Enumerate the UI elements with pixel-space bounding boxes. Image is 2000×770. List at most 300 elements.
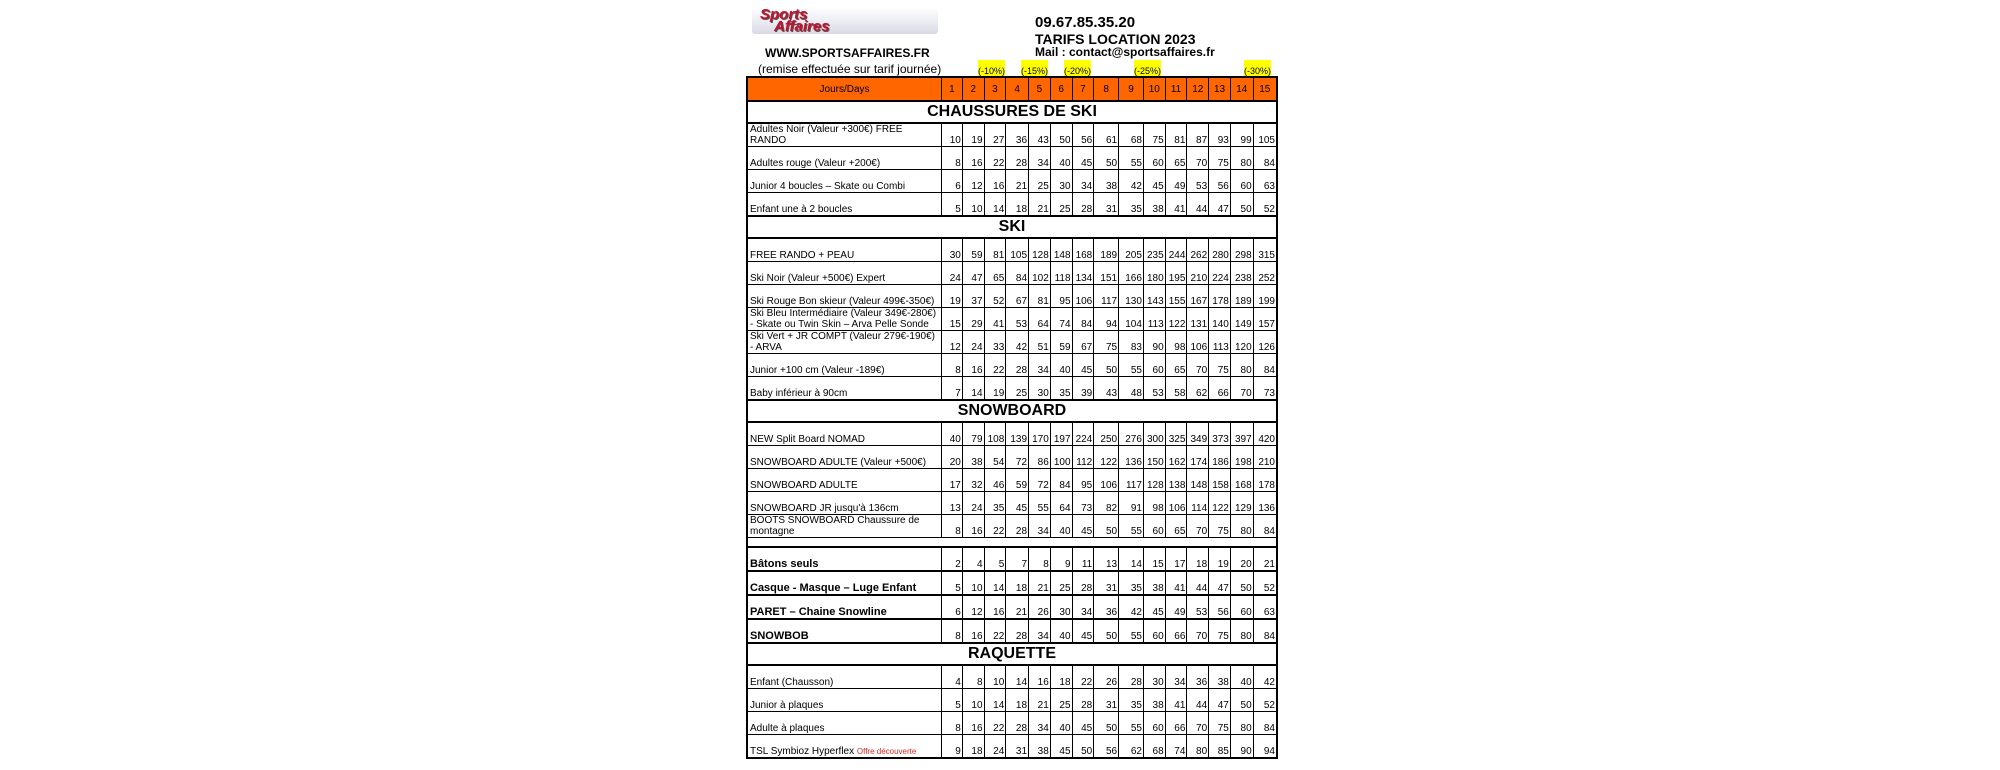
price-cell: 60 — [1143, 712, 1165, 735]
price-cell: 82 — [1094, 492, 1119, 515]
price-cell: 81 — [1029, 285, 1051, 308]
price-cell: 84 — [1253, 147, 1277, 170]
price-cell: 90 — [1230, 735, 1253, 759]
price-cell: 73 — [1253, 377, 1277, 401]
price-row — [747, 619, 1277, 643]
price-cell: 34 — [1029, 619, 1051, 643]
row-label-text: Enfant (Chausson) — [750, 677, 834, 688]
price-cell: 167 — [1187, 285, 1209, 308]
price-cell: 41 — [1165, 571, 1187, 595]
price-cell: 91 — [1119, 492, 1144, 515]
row-label-text: SNOWBOARD ADULTE (Valeur +500€) — [750, 457, 927, 468]
price-cell: 27 — [984, 123, 1006, 147]
price-cell: 42 — [1119, 170, 1144, 193]
price-cell: 81 — [984, 238, 1006, 262]
price-cell: 168 — [1230, 469, 1253, 492]
price-cell: 58 — [1165, 377, 1187, 401]
price-cell: 30 — [1050, 595, 1072, 619]
price-cell: 12 — [942, 331, 963, 354]
price-cell: 34 — [1072, 595, 1094, 619]
price-cell: 24 — [962, 492, 984, 515]
price-cell: 2 — [942, 547, 963, 571]
row-label — [747, 595, 942, 619]
price-cell: 99 — [1230, 123, 1253, 147]
price-cell: 70 — [1230, 377, 1253, 401]
price-cell: 18 — [962, 735, 984, 759]
price-cell: 60 — [1230, 170, 1253, 193]
price-cell: 100 — [1050, 446, 1072, 469]
price-cell: 106 — [1187, 331, 1209, 354]
price-cell: 55 — [1119, 354, 1144, 377]
day-header: 15 — [1253, 77, 1277, 101]
price-cell: 8 — [942, 354, 963, 377]
price-cell: 46 — [984, 469, 1006, 492]
price-cell: 17 — [942, 469, 963, 492]
price-cell: 40 — [1230, 665, 1253, 689]
price-cell: 149 — [1230, 308, 1253, 331]
price-cell: 10 — [962, 193, 984, 217]
price-cell: 66 — [1165, 712, 1187, 735]
price-cell: 14 — [984, 571, 1006, 595]
price-cell: 178 — [1209, 285, 1231, 308]
price-cell: 8 — [942, 515, 963, 538]
row-label-text: PARET – Chaine Snowline — [750, 606, 887, 618]
price-cell: 25 — [1029, 170, 1051, 193]
price-cell: 56 — [1072, 123, 1094, 147]
price-cell: 4 — [942, 665, 963, 689]
price-cell: 84 — [1253, 515, 1277, 538]
price-cell: 60 — [1143, 147, 1165, 170]
price-cell: 17 — [1165, 547, 1187, 571]
price-cell: 28 — [1072, 571, 1094, 595]
price-cell: 47 — [1209, 193, 1231, 217]
price-cell: 22 — [984, 712, 1006, 735]
contact-mail: Mail : contact@sportsaffaires.fr — [1035, 45, 1215, 59]
price-cell: 114 — [1187, 492, 1209, 515]
price-cell: 48 — [1119, 377, 1144, 401]
price-cell: 106 — [1072, 285, 1094, 308]
price-cell: 39 — [1072, 377, 1094, 401]
price-cell: 50 — [1072, 735, 1094, 759]
price-cell: 43 — [1029, 123, 1051, 147]
price-cell: 75 — [1209, 515, 1231, 538]
price-cell: 45 — [1006, 492, 1029, 515]
price-cell: 11 — [1072, 547, 1094, 571]
price-cell: 41 — [984, 308, 1006, 331]
day-header: 9 — [1119, 77, 1144, 101]
price-cell: 60 — [1143, 354, 1165, 377]
price-cell: 131 — [1187, 308, 1209, 331]
price-cell: 300 — [1143, 422, 1165, 446]
price-cell: 51 — [1029, 331, 1051, 354]
price-cell: 244 — [1165, 238, 1187, 262]
price-cell: 50 — [1094, 619, 1119, 643]
price-cell: 118 — [1050, 262, 1072, 285]
discount-day7: (-20%) — [1064, 60, 1091, 76]
price-cell: 143 — [1143, 285, 1165, 308]
price-cell: 5 — [942, 571, 963, 595]
price-cell: 45 — [1072, 619, 1094, 643]
price-cell: 75 — [1209, 712, 1231, 735]
price-cell: 60 — [1143, 515, 1165, 538]
price-cell: 62 — [1119, 735, 1144, 759]
price-cell: 87 — [1187, 123, 1209, 147]
price-cell: 55 — [1119, 515, 1144, 538]
price-row — [747, 238, 1277, 262]
price-cell: 45 — [1143, 170, 1165, 193]
price-cell: 49 — [1165, 170, 1187, 193]
price-cell: 174 — [1187, 446, 1209, 469]
price-cell: 13 — [942, 492, 963, 515]
row-label — [747, 123, 942, 147]
price-cell: 325 — [1165, 422, 1187, 446]
price-cell: 14 — [962, 377, 984, 401]
price-cell: 60 — [1143, 619, 1165, 643]
price-cell: 42 — [1253, 665, 1277, 689]
day-header: 13 — [1209, 77, 1231, 101]
price-cell: 15 — [1143, 547, 1165, 571]
price-cell: 235 — [1143, 238, 1165, 262]
price-cell: 5 — [942, 193, 963, 217]
price-cell: 10 — [942, 123, 963, 147]
price-cell: 53 — [1187, 170, 1209, 193]
price-cell: 80 — [1230, 147, 1253, 170]
price-cell: 5 — [984, 547, 1006, 571]
price-cell: 28 — [1006, 712, 1029, 735]
price-cell: 38 — [1143, 571, 1165, 595]
price-cell: 205 — [1119, 238, 1144, 262]
price-cell: 52 — [1253, 193, 1277, 217]
row-label — [747, 571, 942, 595]
price-cell: 66 — [1209, 377, 1231, 401]
price-cell: 162 — [1165, 446, 1187, 469]
price-cell: 32 — [962, 469, 984, 492]
price-cell: 74 — [1165, 735, 1187, 759]
price-cell: 189 — [1094, 238, 1119, 262]
price-cell: 45 — [1050, 735, 1072, 759]
price-cell: 64 — [1029, 308, 1051, 331]
price-cell: 26 — [1029, 595, 1051, 619]
spacer-cell — [747, 538, 1277, 548]
price-cell: 40 — [1050, 619, 1072, 643]
price-cell: 26 — [1094, 665, 1119, 689]
row-label — [747, 689, 942, 712]
price-cell: 45 — [1072, 712, 1094, 735]
price-cell: 44 — [1187, 193, 1209, 217]
price-cell: 280 — [1209, 238, 1231, 262]
day-header: 8 — [1094, 77, 1119, 101]
price-cell: 19 — [984, 377, 1006, 401]
price-cell: 10 — [962, 689, 984, 712]
price-cell: 28 — [1006, 619, 1029, 643]
price-cell: 5 — [942, 689, 963, 712]
price-cell: 8 — [1029, 547, 1051, 571]
price-cell: 21 — [1029, 193, 1051, 217]
row-label-text: Adultes Noir (Valeur +300€) FREE RANDO — [750, 124, 903, 146]
day-header: 7 — [1072, 77, 1094, 101]
price-cell: 75 — [1209, 354, 1231, 377]
section-title: CHAUSSURES DE SKI — [747, 101, 1277, 123]
price-cell: 72 — [1006, 446, 1029, 469]
price-cell: 53 — [1006, 308, 1029, 331]
price-cell: 30 — [942, 238, 963, 262]
price-cell: 197 — [1050, 422, 1072, 446]
row-label — [747, 619, 942, 643]
price-cell: 30 — [1143, 665, 1165, 689]
row-label — [747, 547, 942, 571]
price-cell: 113 — [1209, 331, 1231, 354]
price-row — [747, 308, 1277, 331]
price-cell: 34 — [1165, 665, 1187, 689]
row-label — [747, 354, 942, 377]
price-row — [747, 571, 1277, 595]
price-cell: 28 — [1006, 147, 1029, 170]
price-cell: 79 — [962, 422, 984, 446]
price-cell: 67 — [1072, 331, 1094, 354]
price-cell: 36 — [1006, 123, 1029, 147]
section-header-row — [747, 216, 1277, 238]
price-cell: 18 — [1006, 193, 1029, 217]
row-label — [747, 193, 942, 217]
day-header: 3 — [984, 77, 1006, 101]
price-cell: 28 — [1072, 689, 1094, 712]
price-cell: 80 — [1230, 712, 1253, 735]
row-label — [747, 262, 942, 285]
price-cell: 22 — [1072, 665, 1094, 689]
price-row — [747, 147, 1277, 170]
price-cell: 43 — [1094, 377, 1119, 401]
price-cell: 50 — [1230, 689, 1253, 712]
price-cell: 168 — [1072, 238, 1094, 262]
price-cell: 84 — [1072, 308, 1094, 331]
price-row — [747, 285, 1277, 308]
day-header: 10 — [1143, 77, 1165, 101]
price-cell: 4 — [962, 547, 984, 571]
row-label — [747, 147, 942, 170]
price-cell: 224 — [1209, 262, 1231, 285]
price-cell: 105 — [1253, 123, 1277, 147]
price-cell: 75 — [1209, 147, 1231, 170]
price-cell: 16 — [962, 515, 984, 538]
row-label-text: SNOWBOARD JR jusqu'à 136cm — [750, 503, 899, 514]
price-cell: 20 — [1230, 547, 1253, 571]
price-cell: 54 — [984, 446, 1006, 469]
discount-day10: (-25%) — [1134, 60, 1161, 76]
price-cell: 24 — [962, 331, 984, 354]
row-label-text: Ski Rouge Bon skieur (Valeur 499€-350€) — [750, 296, 935, 307]
price-cell: 53 — [1187, 595, 1209, 619]
price-cell: 31 — [1006, 735, 1029, 759]
row-label — [747, 712, 942, 735]
price-cell: 36 — [1187, 665, 1209, 689]
price-cell: 72 — [1029, 469, 1051, 492]
price-cell: 276 — [1119, 422, 1144, 446]
price-cell: 84 — [1253, 354, 1277, 377]
price-cell: 65 — [1165, 515, 1187, 538]
price-cell: 70 — [1187, 619, 1209, 643]
price-cell: 198 — [1230, 446, 1253, 469]
price-cell: 148 — [1050, 238, 1072, 262]
price-cell: 98 — [1165, 331, 1187, 354]
price-cell: 18 — [1006, 571, 1029, 595]
price-cell: 8 — [942, 712, 963, 735]
price-cell: 7 — [1006, 547, 1029, 571]
price-cell: 40 — [1050, 515, 1072, 538]
section-title: RAQUETTE — [747, 643, 1277, 665]
price-cell: 74 — [1050, 308, 1072, 331]
price-cell: 189 — [1230, 285, 1253, 308]
price-cell: 108 — [984, 422, 1006, 446]
price-cell: 50 — [1230, 193, 1253, 217]
tarifs-title: TARIFS LOCATION 2023 — [1035, 31, 1196, 47]
price-row — [747, 377, 1277, 401]
price-cell: 195 — [1165, 262, 1187, 285]
price-cell: 6 — [942, 170, 963, 193]
price-cell: 56 — [1094, 735, 1119, 759]
price-cell: 210 — [1253, 446, 1277, 469]
price-cell: 252 — [1253, 262, 1277, 285]
price-row — [747, 170, 1277, 193]
price-cell: 34 — [1029, 147, 1051, 170]
price-cell: 53 — [1143, 377, 1165, 401]
price-cell: 106 — [1165, 492, 1187, 515]
row-label — [747, 377, 942, 401]
price-row — [747, 331, 1277, 354]
price-cell: 262 — [1187, 238, 1209, 262]
price-row — [747, 123, 1277, 147]
price-cell: 42 — [1006, 331, 1029, 354]
price-cell: 70 — [1187, 147, 1209, 170]
price-cell: 41 — [1165, 689, 1187, 712]
price-cell: 155 — [1165, 285, 1187, 308]
price-cell: 238 — [1230, 262, 1253, 285]
price-cell: 84 — [1006, 262, 1029, 285]
price-cell: 104 — [1119, 308, 1144, 331]
price-cell: 80 — [1230, 515, 1253, 538]
price-cell: 34 — [1029, 515, 1051, 538]
price-cell: 63 — [1253, 595, 1277, 619]
price-cell: 25 — [1006, 377, 1029, 401]
price-cell: 315 — [1253, 238, 1277, 262]
price-cell: 81 — [1165, 123, 1187, 147]
price-cell: 50 — [1050, 123, 1072, 147]
phone-number: 09.67.85.35.20 — [1035, 14, 1136, 31]
price-cell: 122 — [1094, 446, 1119, 469]
price-cell: 19 — [1209, 547, 1231, 571]
row-label-text: Junior +100 cm (Valeur -189€) — [750, 365, 885, 376]
price-cell: 75 — [1143, 123, 1165, 147]
day-header: 2 — [962, 77, 984, 101]
price-cell: 47 — [1209, 571, 1231, 595]
price-cell: 16 — [962, 619, 984, 643]
discount-day15: (-30%) — [1244, 60, 1271, 76]
day-header: 4 — [1006, 77, 1029, 101]
price-cell: 95 — [1050, 285, 1072, 308]
section-header-row — [747, 400, 1277, 422]
price-cell: 21 — [1253, 547, 1277, 571]
price-cell: 45 — [1072, 354, 1094, 377]
price-cell: 19 — [942, 285, 963, 308]
price-cell: 35 — [1119, 571, 1144, 595]
price-cell: 45 — [1072, 515, 1094, 538]
price-cell: 35 — [984, 492, 1006, 515]
price-row — [747, 665, 1277, 689]
row-label-text: Junior 4 boucles – Skate ou Combi — [750, 181, 906, 192]
row-label — [747, 238, 942, 262]
price-cell: 7 — [942, 377, 963, 401]
price-cell: 50 — [1094, 515, 1119, 538]
price-cell: 28 — [1072, 193, 1094, 217]
price-cell: 35 — [1050, 377, 1072, 401]
price-cell: 117 — [1094, 285, 1119, 308]
day-header: 1 — [942, 77, 963, 101]
row-label — [747, 308, 942, 331]
section-title: SNOWBOARD — [747, 400, 1277, 422]
price-cell: 67 — [1006, 285, 1029, 308]
day-header: 12 — [1187, 77, 1209, 101]
price-row — [747, 595, 1277, 619]
price-cell: 151 — [1094, 262, 1119, 285]
price-cell: 22 — [984, 354, 1006, 377]
price-cell: 21 — [1006, 595, 1029, 619]
price-cell: 50 — [1094, 354, 1119, 377]
row-label-text: SNOWBOARD ADULTE — [750, 480, 858, 491]
row-label-text: Ski Noir (Valeur +500€) Expert — [750, 273, 886, 284]
price-cell: 158 — [1209, 469, 1231, 492]
price-cell: 14 — [1006, 665, 1029, 689]
price-cell: 40 — [1050, 712, 1072, 735]
price-row — [747, 422, 1277, 446]
price-cell: 90 — [1143, 331, 1165, 354]
price-cell: 186 — [1209, 446, 1231, 469]
price-cell: 16 — [1029, 665, 1051, 689]
price-cell: 70 — [1187, 354, 1209, 377]
price-cell: 18 — [1050, 665, 1072, 689]
row-label — [747, 469, 942, 492]
price-cell: 166 — [1119, 262, 1144, 285]
price-cell: 63 — [1253, 170, 1277, 193]
price-cell: 129 — [1230, 492, 1253, 515]
price-cell: 105 — [1006, 238, 1029, 262]
price-cell: 93 — [1209, 123, 1231, 147]
price-cell: 80 — [1230, 354, 1253, 377]
price-cell: 31 — [1094, 571, 1119, 595]
price-cell: 38 — [962, 446, 984, 469]
price-cell: 8 — [942, 619, 963, 643]
price-cell: 298 — [1230, 238, 1253, 262]
row-label — [747, 446, 942, 469]
website-link[interactable]: WWW.SPORTSAFFAIRES.FR — [765, 46, 930, 60]
price-cell: 16 — [962, 712, 984, 735]
price-cell: 22 — [984, 619, 1006, 643]
price-cell: 38 — [1029, 735, 1051, 759]
price-row — [747, 193, 1277, 217]
price-cell: 68 — [1119, 123, 1144, 147]
price-cell: 24 — [942, 262, 963, 285]
price-cell: 180 — [1143, 262, 1165, 285]
price-cell: 40 — [942, 422, 963, 446]
price-cell: 24 — [984, 735, 1006, 759]
price-cell: 66 — [1165, 619, 1187, 643]
row-label — [747, 170, 942, 193]
price-cell: 157 — [1253, 308, 1277, 331]
price-cell: 84 — [1050, 469, 1072, 492]
price-cell: 29 — [962, 308, 984, 331]
price-cell: 28 — [1006, 515, 1029, 538]
row-label — [747, 492, 942, 515]
price-row — [747, 262, 1277, 285]
price-cell: 224 — [1072, 422, 1094, 446]
